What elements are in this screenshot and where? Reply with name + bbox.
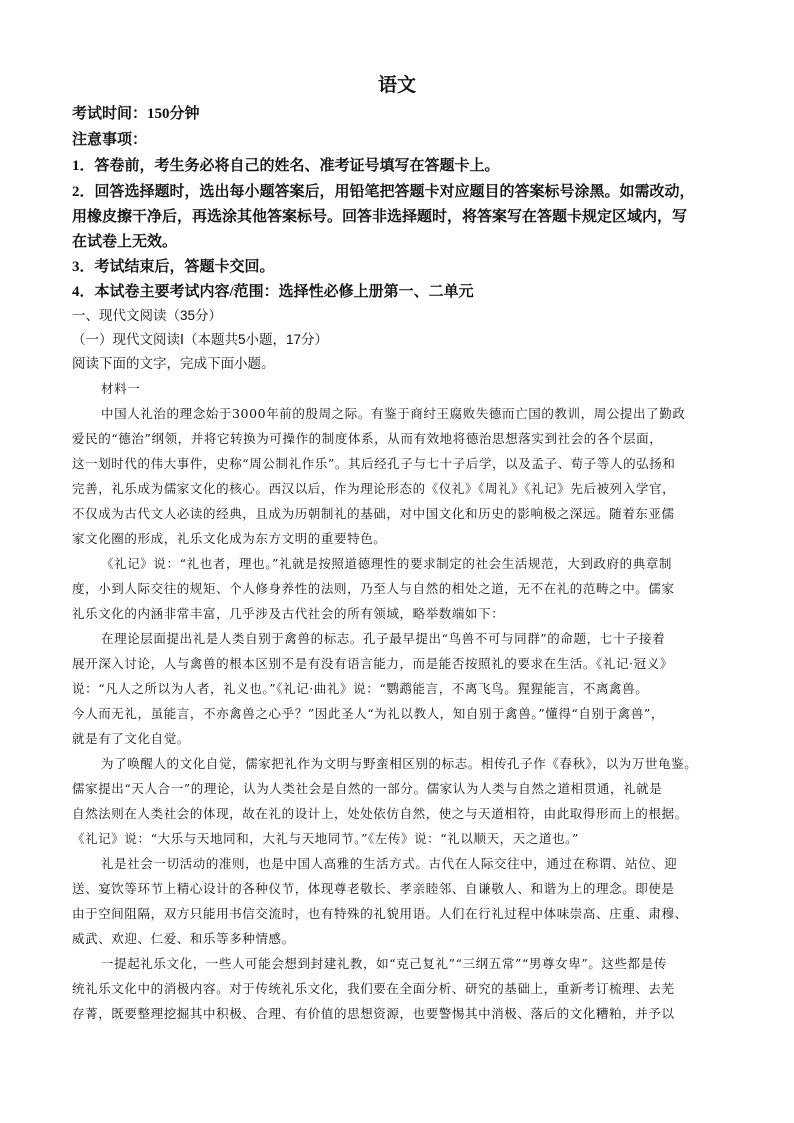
paragraph-line: 统礼乐文化中的消极内容。对于传统礼乐文化，我们要在全面分析、研究的基础上，重新考订梳理、去芜 [72,981,675,996]
page-title: 语文 [377,75,416,96]
notes-heading: 注意事项： [72,132,148,148]
paragraph-line: 自然法则在人类社会的体现，故在礼的设计上，处处依仿自然，使之与天道相符，由此取得形而上的根据。 [72,806,688,821]
paragraph-line: 存菁，既要整理挖掘其中积极、合理、有价值的思想资源，也要警惕其中消极、落后的文化糟粕，并予以 [72,1006,675,1021]
paragraph-line: 就是有了文化自觉。 [72,731,190,746]
paragraph-line: 礼乐文化的内涵非常丰富，几乎涉及古代社会的所有领域，略举数端如下： [72,606,505,621]
paragraph-line: 今人而无礼，虽能言，不亦禽兽之心乎？”因此圣人“为礼以教人，知自别于禽兽。”懂得“自别于禽兽”， [72,706,665,721]
paragraph-line: 为了唤醒人的文化自觉，儒家把礼作为文明与野蛮相区别的标志。相传孔子作《春秋》，以为万世龟鉴。 [101,756,698,771]
paragraph-line: 由于空间阻隔，双方只能用书信交流时，也有特殊的礼貌用语。人们在行礼过程中体味崇高、庄重、肃穆、 [72,906,688,921]
section-subheading: （一）现代文阅读Ⅰ（本题共5小题，17分） [72,332,329,347]
paragraph-line: 《礼记》说：“礼也者，理也。”礼就是按照道德理性的要求制定的社会生活规范，大到政府的典章制 [101,556,673,571]
paragraph-line: 送、宴饮等环节上精心设计的各种仪节，体现尊老敬长、孝亲睦邻、自谦敬人、和谐为上的理念。即使是 [72,881,675,896]
paragraph-line: 不仅成为古代文人必读的经典，且成为历朝制礼的基础，对中国文化和历史的影响极之深远。随着东亚儒 [72,506,675,521]
reading-prompt: 阅读下面的文字，完成下面小题。 [72,356,275,371]
instruction-line: 3．考试结束后，答题卡交回。 [72,259,275,275]
instruction-line: 4．本试卷主要考试内容/范围：选择性必修上册第一、二单元 [72,284,474,300]
paragraph-line: 礼是社会一切活动的准则，也是中国人高雅的生活方式。古代在人际交往中，通过在称谓、站位、迎 [101,856,678,871]
instruction-line: 1．答卷前，考生务必将自己的姓名、准考证号填写在答题卡上。 [72,158,500,174]
paragraph-line: 《礼记》说：“大乐与天地同和，大礼与天地同节。”《左传》说：“礼以顺天，天之道也。” [72,831,580,846]
section-heading: 一、现代文阅读（35分） [72,308,223,323]
paragraph-line: 威武、欢迎、仁爱、和乐等多种情感。 [72,931,295,946]
paragraph-line: 儒家提出“天人合一”的理论，认为人类社会是自然的一部分。儒家认为人类与自然之道相贯通，礼就是 [72,781,663,796]
paragraph-line: 在理论层面提出礼是人类自别于禽兽的标志。孔子最早提出“鸟兽不可与同群”的命题，七十子接着 [101,631,666,646]
material-label: 材料一 [101,381,141,396]
instruction-line: 在试卷上无效。 [72,234,178,250]
paragraph-line: 一提起礼乐文化，一些人可能会想到封建礼教，如“克己复礼”“三纲五常”“男尊女卑”。这些都是传 [101,956,667,971]
instruction-line: 2．回答选择题时，选出每小题答案后，用铅笔把答题卡对应题目的答案标号涂黑。如需改动， [72,184,695,200]
paragraph-line: 中国人礼治的理念始于3000年前的殷周之际。有鉴于商纣王腐败失德而亡国的教训，周公提出了勤政 [101,406,686,421]
paragraph-line: 家文化圈的形成，礼乐文化成为东方文明的重要特色。 [72,531,387,546]
paragraph-line: 完善，礼乐成为儒家文化的核心。西汉以后，作为理论形态的《仪礼》《周礼》《礼记》先后被列入学官， [72,481,676,496]
instruction-line: 用橡皮擦干净后，再选涂其他答案标号。回答非选择题时，将答案写在答题卡规定区域内，写 [72,209,688,225]
paragraph-line: 爱民的“德治”纲领，并将它转换为可操作的制度体系，从而有效地将德治思想落实到社会的各个层面， [72,431,663,446]
paragraph-line: 展开深入讨论，人与禽兽的根本区别不是有没有语言能力，而是能否按照礼的要求在生活。《礼记·冠义》 [72,656,673,671]
exam-time: 考试时间：150分钟 [72,106,200,122]
paragraph-line: 这一划时代的伟大事件，史称“周公制礼作乐”。其后经孔子与七十子后学，以及孟子、荀子等人的弘扬和 [72,456,676,471]
paragraph-line: 度，小到人际交往的规矩、个人修身养性的法则，乃至人与自然的相处之道，无不在礼的范畴之中。儒家 [72,581,675,596]
paragraph-line: 说：“凡人之所以为人者，礼义也。”《礼记·曲礼》说：“鹦鹉能言，不离飞鸟。猩猩能言，不离禽兽。 [72,681,649,696]
